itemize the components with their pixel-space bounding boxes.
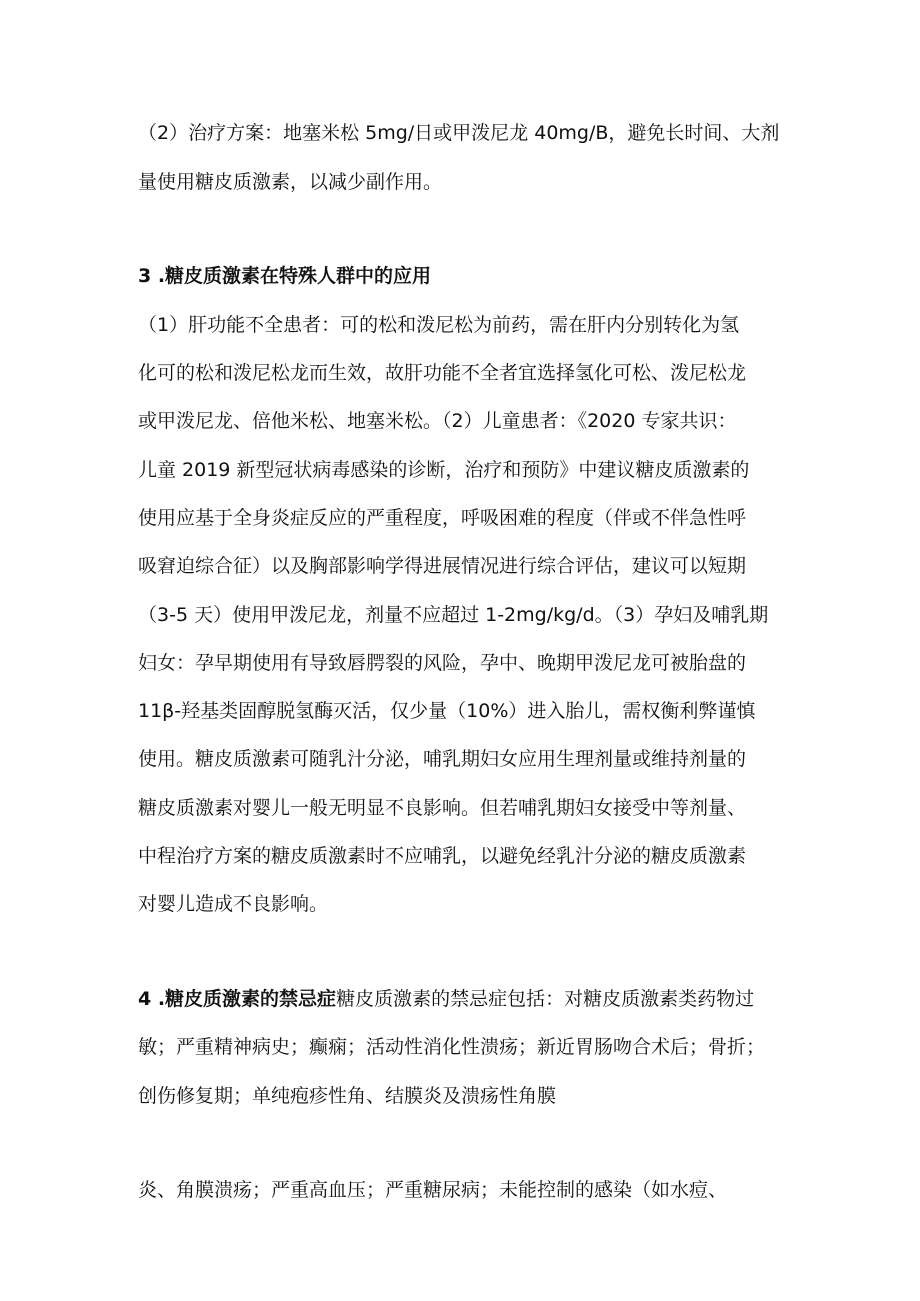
paragraph-line: 妇女：孕早期使用有导致唇腭裂的风险，孕中、晚期甲泼尼龙可被胎盘的	[138, 652, 747, 674]
paragraph-line: 儿童 2019 新型冠状病毒感染的诊断，治疗和预防》中建议糖皮质激素的	[138, 459, 750, 481]
paragraph-line: 敏；严重精神病史；癫痫；活动性消化性溃疡；新近胃肠吻合术后；骨折；	[138, 1036, 766, 1058]
paragraph-line: 对婴儿造成不良影响。	[138, 893, 329, 915]
paragraph-line: （3-5 天）使用甲泼尼龙，剂量不应超过 1-2mg/kg/d。（3）孕妇及哺乳期	[138, 604, 769, 626]
paragraph-line: 或甲泼尼龙、倍他米松、地塞米松。（2）儿童患者：《2020 专家共识：	[138, 410, 737, 432]
paragraph-line: 吸窘迫综合征）以及胸部影响学得进展情况进行综合评估，建议可以短期	[138, 555, 747, 577]
paragraph-line: 使用。糖皮质激素可随乳汁分泌，哺乳期妇女应用生理剂量或维持剂量的	[138, 748, 747, 770]
section-heading: 4 .糖皮质激素的禁忌症	[138, 988, 337, 1010]
paragraph-line: 使用应基于全身炎症反应的严重程度，呼吸困难的程度（伴或不伴急性呼	[138, 507, 747, 529]
section4-first-line	[138, 987, 754, 1011]
paragraph-line: 糖皮质激素对婴儿一般无明显不良影响。但若哺乳期妇女接受中等剂量、	[138, 797, 747, 819]
paragraph-line: 量使用糖皮质激素，以减少副作用。	[138, 171, 443, 193]
paragraph-text: 糖皮质激素的禁忌症包括：对糖皮质激素类药物过	[336, 988, 755, 1010]
paragraph-line: 中程治疗方案的糖皮质激素时不应哺乳，以避免经乳汁分泌的糖皮质激素	[138, 845, 747, 867]
paragraph-line: 化可的松和泼尼松龙而生效，故肝功能不全者宜选择氢化可松、泼尼松龙	[138, 362, 747, 384]
section-heading: 3 .糖皮质激素在特殊人群中的应用	[138, 265, 432, 287]
paragraph-line: 炎、角膜溃疡；严重高血压；严重糖尿病；未能控制的感染（如水痘、	[138, 1179, 728, 1201]
paragraph-line: （2）治疗方案：地塞米松 5mg/日或甲泼尼龙 40mg/B，避免长时间、大剂	[138, 122, 780, 144]
paragraph-line: 11β-羟基类固醇脱氢酶灭活，仅少量（10%）进入胎儿，需权衡利弊谨慎	[138, 700, 756, 722]
paragraph-line: （1）肝功能不全患者：可的松和泼尼松为前药，需在肝内分别转化为氢	[138, 314, 740, 336]
paragraph-line: 创伤修复期；单纯疱疹性角、结膜炎及溃疡性角膜	[138, 1085, 557, 1107]
